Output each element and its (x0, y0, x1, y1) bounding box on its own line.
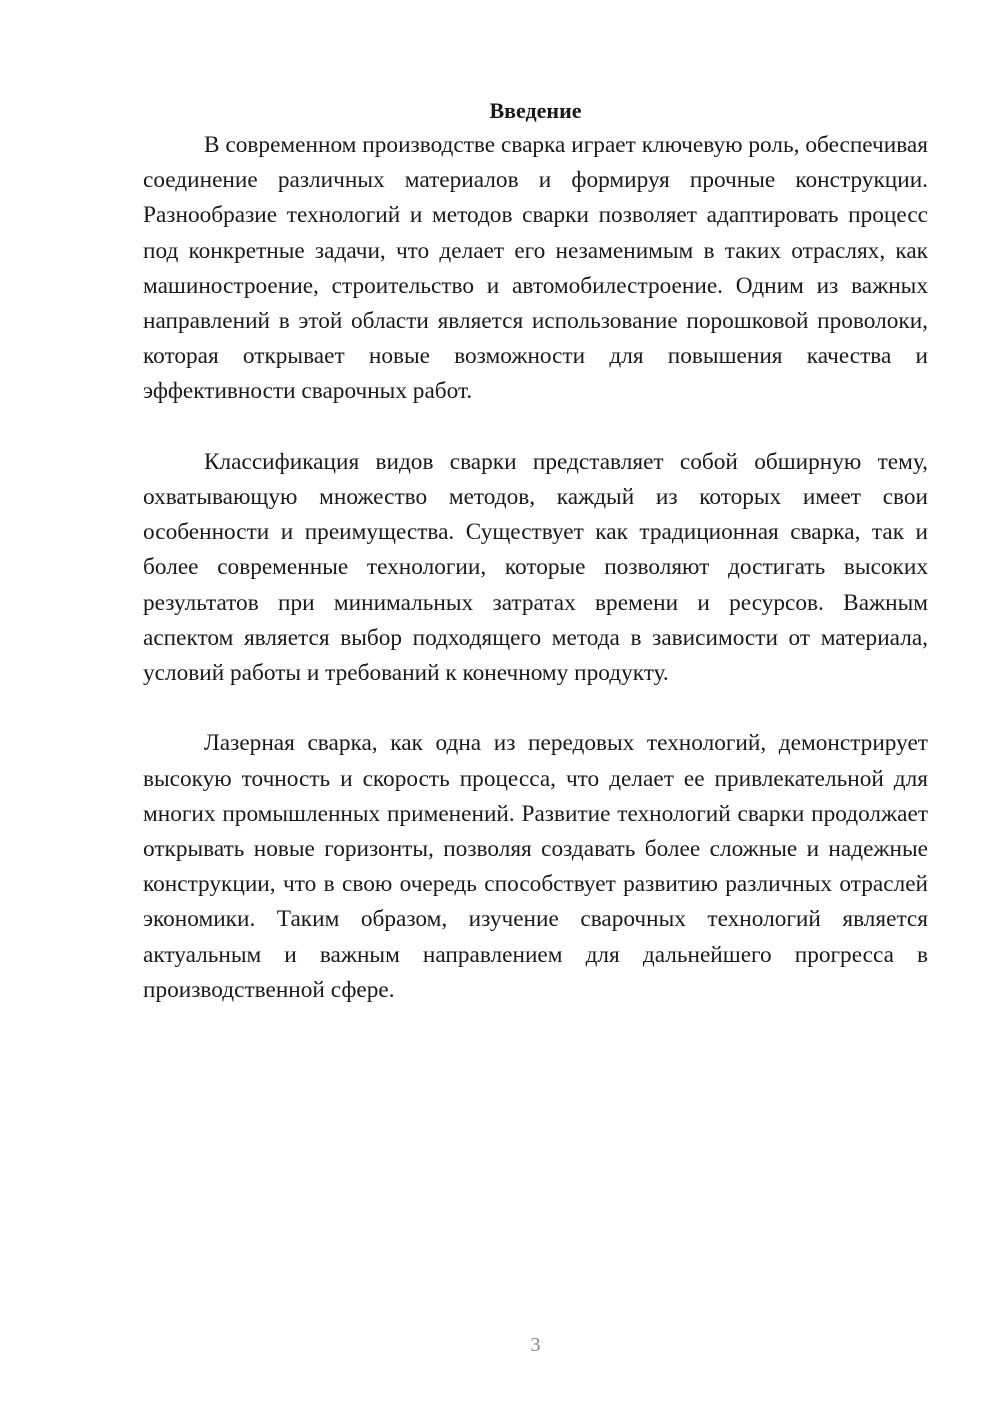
page-content (143, 94, 928, 1008)
page-number: 3 (530, 1334, 541, 1356)
paragraph-3: Лазерная сварка, как одна из передовых технологий, демонстрирует высокую точность и скорость процесса, что делает ее привлекательной для многих промышленных применений. Развитие технологий сварки продолжает открывать новые горизонты, позволяя создавать более сложные и надежные конструкции, что в свою очередь способствует развитию различных отраслей экономики. Таким образом, изучение сварочных технологий является актуальным и важным направлением для дальнейшего прогресса в производственной сфере. (143, 730, 928, 1003)
paragraph-2: Классификация видов сварки представляет собой обширную тему, охватывающую множество методов, каждый из которых имеет свои особенности и преимущества. Существует как традиционная сварка, так и более современные технологии, которые позволяют достигать высоких результатов при минимальных затратах времени и ресурсов. Важным аспектом является выбор подходящего метода в зависимости от материала, условий работы и требований к конечному продукту. (143, 448, 928, 687)
paragraph-1: В современном производстве сварка играет ключевую роль, обеспечивая соединение различных материалов и формируя прочные конструкции. Разнообразие технологий и методов сварки позволяет адаптировать процесс под конкретные задачи, что делает его незаменимым в таких отраслях, как машиностроение, строительство и автомобилестроение. Одним из важных направлений в этой области является использование порошковой проволоки, которая открывает новые возможности для повышения качества и эффективности сварочных работ. (143, 132, 928, 405)
section-heading: Введение (489, 98, 582, 123)
